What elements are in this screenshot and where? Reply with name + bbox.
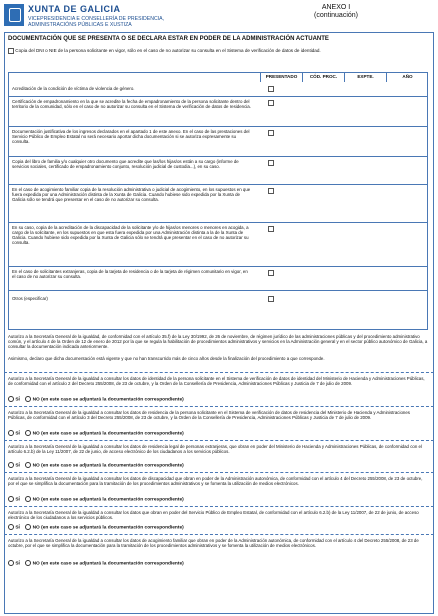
no-radio[interactable] [25,496,31,502]
doc-item: En el caso de acogimiento familiar copia de la resolución administrativa o judicial de acogimiento, en los supuestos en que fuera expedida por una Administración distinta de la Xunta de Galicia. Cuando hubiese sido expedida por la Xunta de Galicia sólo se tendrá que presentar en el caso de no autorizar su consulta. [12,187,251,202]
header [4,4,434,30]
no-label: NO (en este caso se adjuntará la documentación correspondiente) [32,431,184,437]
no-radio[interactable] [25,462,31,468]
consent-text: Autorizo a la Secretaría General de la igualdad a consultar los datos de acogimiento familiar que obran en poder de la Administración autonómica, de conformidad con el artículo 4 del Decreto 255/2008, de 23 de octubre, por el que se simplifica la documentación para la tramitación de los procedimientos administrativos y se fomenta la utilización de medios electrónicos. [8,538,419,548]
doc-item-checkbox[interactable] [268,100,274,106]
doc-item: Acreditación de la condición de víctima de violencia de género. [12,86,135,91]
doc-item-checkbox[interactable] [268,160,274,166]
yes-label: SÍ [15,497,20,503]
yes-label: SÍ [15,561,20,567]
section-divider [4,406,434,407]
yes-label: SÍ [15,431,20,437]
doc-item: En el caso de solicitantes extranjeras, copia de la tarjeta de residencia o de la tarjeta de régimen comunitario en vigor, en el caso de no autorizar su consulta. [12,269,248,279]
doc-item-checkbox[interactable] [268,226,274,232]
consent-options [8,462,184,468]
yes-label: SÍ [15,525,20,531]
section-divider [4,372,434,373]
consent-text: Autorizo a la Secretaría General de la igualdad a consultar los datos de residencia legal de personas extranjeras, que obran en poder del Ministerio de Hacienda y Administraciones Públicas, de conformidad con el artículo 6.2.b) de la Ley 11/2007, de 22 de junio, de acceso electrónico de los ciudadanos a los servicios públicos. [8,444,422,454]
doc-item-checkbox[interactable] [268,296,274,302]
section-divider [4,472,434,473]
declaration-text: Asimismo, declaro que dicha documentación está vigente y que no han transcurrido más de cinco años desde la finalización del procedimiento a que corresponde. [8,356,325,361]
yes-radio[interactable] [8,496,14,502]
department-line-2: ADMINISTRACIÓNS PÚBLICAS E XUSTIZA [28,22,132,28]
yes-radio[interactable] [8,462,14,468]
consent-options [8,430,184,436]
no-radio[interactable] [25,396,31,402]
no-radio[interactable] [25,524,31,530]
table-divider [8,184,428,185]
annex-title: ANEXO I [321,4,351,11]
table-divider [8,222,428,223]
consent-text: Autorizo a la Secretaría General de la igualdad a consultar los datos de discapacidad que obran en poder de la Administración autonómica, de conformidad con el artículo 4 del Decreto 255/2008, de 23 de octubre, por el que se simplifica la documentación para la tramitación de los procedimientos administrativos y se fomenta la utilización de medios electrónicos. [8,476,423,486]
consent-options [8,396,184,402]
table-divider [8,156,428,157]
authorization-text: Autorizo a la Secretaría General de la igualdad, de conformidad con el artículo 35.f) de la Ley 30/1992, de 26 de noviembre, de régimen jurídico de las administraciones públicas y del procedimiento administrativo común, y el artículo 4 de la Orden de 12 de enero de 2012 por la que se regula la habilitación de procedimientos administrativos y servicios en la Administración general y en el sector público autonómico de Galicia, a consultar la documentación indicada anteriormente. [8,334,428,349]
doc-item-checkbox[interactable] [268,188,274,194]
yes-radio[interactable] [8,396,14,402]
section-divider [4,534,434,535]
doc-item: Documentación justificativa de los ingresos declarados en el apartado 1 de este anexo. En el caso de las prestaciones del Servicio Público de Empleo Estatal no será necesario aportar dicha documentación si se autoriza expresamente su consulta. [12,129,250,144]
annex-subtitle: (continuación) [314,12,358,19]
no-radio[interactable] [25,430,31,436]
doc-item-checkbox[interactable] [268,130,274,136]
column-header: EXPTE. [344,72,386,82]
department-name [28,16,164,28]
doc-item-checkbox[interactable] [268,270,274,276]
table-divider [8,96,428,97]
column-header: AÑO [386,72,428,82]
consent-text: Autorizo a la Secretaría General de la igualdad a consultar los datos de identidad de la persona solicitante en el Sistema de verificación de datos de identidad del Ministerio de Hacienda y Administraciones Públicas, de conformidad con el artículo 2 del Decreto 255/2008, de 23 de octubre, y la Orden de la Consellería de Presidencia, Administraciones Públicas y Justicia de 7 de julio de 2009. [8,376,425,386]
yes-radio[interactable] [8,560,14,566]
column-header: PRESENTADO [260,72,302,82]
section-divider [4,440,434,441]
first-item-row [8,48,428,54]
first-item-checkbox[interactable] [8,48,14,54]
table-divider [8,126,428,127]
department-line-1: VICEPRESIDENCIA E CONSELLERÍA DE PRESIDENCIA, [28,16,165,22]
annex-label [314,4,358,20]
doc-item: En su caso, copia de la acreditación de la discapacidad de la solicitante y/o de hijas/os menores o menores en acogida, a cargo de la solicitante, en los supuestos en que esta fuera expedida por una Administración distinta a la de la Xunta de Galicia. Cuando hubiese sido expedida por la Xunta de Galicia sólo se tendrá que presentar en el caso de no autorizar su consulta. [12,225,249,245]
section-title: DOCUMENTACIÓN QUE SE PRESENTA O SE DECLARA ESTAR EN PODER DE LA ADMINISTRACIÓN ACTUANTE [8,36,329,42]
consent-options [8,524,184,530]
doc-item: Copia del libro de familia y/o cualquier otro documento que acredite que las/los hijas/os están a su cargo (informe de servicios sociales, certificado de empadronamiento conjunto, resolución judicial de custodia...), en su caso. [12,159,239,169]
consent-text: Autorizo a la Secretaría General de la igualdad a consultar los datos que obran en poder del Servicio Público de Empleo Estatal, de conformidad con el artículo 6.2.b) de la Ley 11/2007, de 22 de junio, de acceso electrónico de los ciudadanos a los servicios públicos. [8,510,419,520]
yes-radio[interactable] [8,430,14,436]
no-label: NO (en este caso se adjuntará la documentación correspondiente) [32,561,184,567]
xunta-logo-icon [4,4,24,26]
no-radio[interactable] [25,560,31,566]
consent-text: Autorizo a la Secretaría General de la igualdad a consultar los datos de residencia de la persona solicitante en el Sistema de verificación de datos de residencia del Ministerio de Hacienda y Administraciones Públicas, de conformidad con el artículo 3 del Decreto 255/2008, de 23 de octubre, y la Orden de la Consellería de Presidencia, Administraciones Públicas y Justicia de 7 de julio de 2009. [8,410,410,420]
no-label: NO (en este caso se adjuntará la documentación correspondiente) [32,397,184,403]
section-divider [4,506,434,507]
first-item-label: Copia del DNI o NIE de la persona solicitante en vigor, sólo en el caso de no autorizar su consulta en el Sistema de verificación de datos de identidad. [15,48,321,54]
yes-radio[interactable] [8,524,14,530]
no-label: NO (en este caso se adjuntará la documentación correspondiente) [32,497,184,503]
yes-label: SÍ [15,463,20,469]
no-label: NO (en este caso se adjuntará la documentación correspondiente) [32,525,184,531]
consent-options [8,560,184,566]
consent-options [8,496,184,502]
org-name: XUNTA DE GALICIA [28,4,121,14]
doc-item-checkbox[interactable] [268,86,274,92]
table-header [260,72,428,82]
table-divider [8,266,428,267]
no-label: NO (en este caso se adjuntará la documentación correspondiente) [32,463,184,469]
doc-item: Certificación de empadronamiento en la que se acredite la fecha de empadronamiento de la persona solicitante dentro del territorio de la comunidad, sólo en el caso de no autorizar su consulta en el Sistema de verificación de datos de residencia. [12,99,251,109]
yes-label: SÍ [15,397,20,403]
table-divider [8,290,428,291]
doc-item: Otros (especificar) [12,296,48,301]
column-header: CÓD. PROC. [302,72,344,82]
